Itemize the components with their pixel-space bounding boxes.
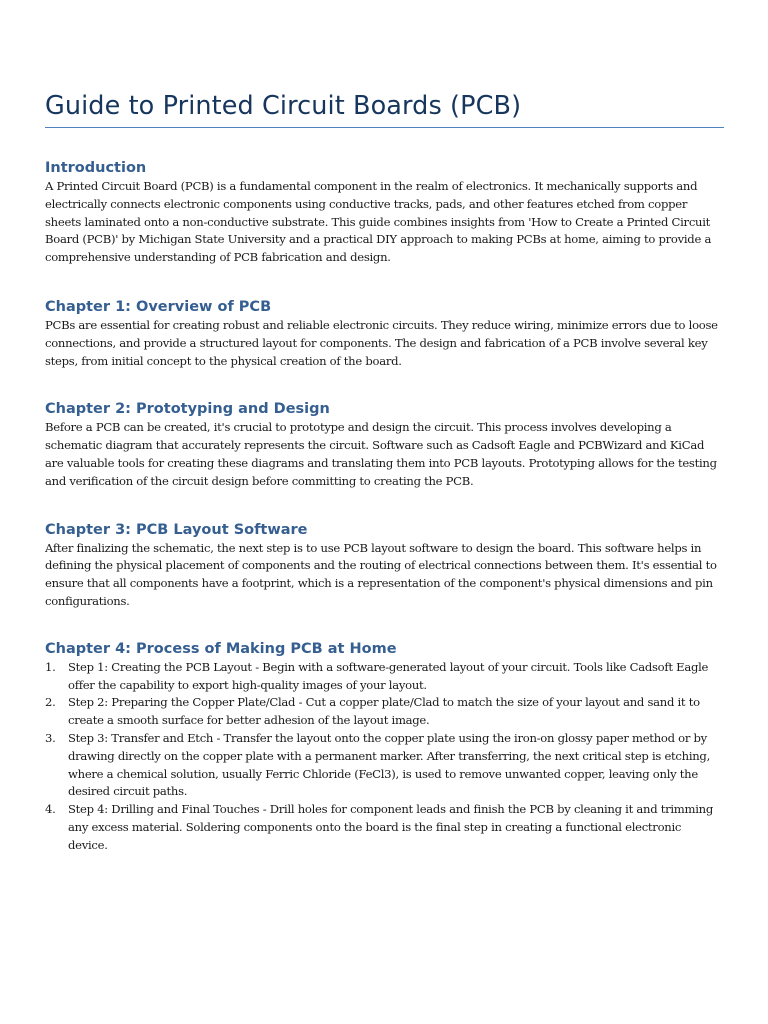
section-chapter-3	[45, 520, 724, 611]
list-item	[45, 801, 724, 854]
list-item	[45, 694, 724, 730]
section-introduction	[45, 158, 724, 267]
list-number: 2.	[45, 695, 56, 710]
list-text: Step 2: Preparing the Copper Plate/Clad - Cut a copper plate/Clad to match the size of your layout and sand it to create a smooth surface for better adhesion of the layout image.	[68, 695, 700, 728]
section-chapter-1	[45, 297, 724, 370]
section-body: Before a PCB can be created, it's crucial to prototype and design the circuit. This process involves developing a schematic diagram that accurately represents the circuit. Software such as Cadsoft Eagle and PCBWizard and KiCad are valuable tools for creating these diagrams and translating them into PCB layouts. Prototyping allows for the testing and verification of the circuit design before committing to creating the PCB.	[45, 420, 717, 488]
section-heading: Chapter 4: Process of Making PCB at Home	[45, 640, 397, 657]
list-item	[45, 730, 724, 801]
section-heading: Introduction	[45, 160, 147, 176]
steps-list	[45, 659, 724, 855]
section-body: After finalizing the schematic, the next step is to use PCB layout software to design the board. This software helps in defining the physical placement of components and the routing of electrical connections between them. It's essential to ensure that all components have a footprint, which is a representation of the component's physical dimensions and pin configurations.	[45, 540, 717, 608]
list-number: 1.	[45, 659, 56, 674]
list-text: Step 4: Drilling and Final Touches - Drill holes for component leads and finish the PCB by cleaning it and trimming any excess material. Soldering components onto the board is the final step in creating a functional electronic device.	[68, 802, 713, 852]
section-heading: Chapter 3: PCB Layout Software	[45, 521, 308, 538]
page-title: Guide to Printed Circuit Boards (PCB)	[45, 91, 522, 121]
section-heading: Chapter 1: Overview of PCB	[45, 298, 272, 315]
list-number: 3.	[45, 730, 56, 745]
list-text: Step 1: Creating the PCB Layout - Begin with a software-generated layout of your circuit. Tools like Cadsoft Eagle offer the capability to export high-quality images of your layout.	[68, 659, 709, 692]
list-number: 4.	[45, 802, 56, 817]
list-text: Step 3: Transfer and Etch - Transfer the layout onto the copper plate using the iron-on glossy paper method or by drawing directly on the copper plate with a permanent marker. After transferring, the next critical step is etching, where a chemical solution, usually Ferric Chloride (FeCl3), is used to remove unwanted copper, leaving only the desired circuit paths.	[68, 730, 710, 799]
section-chapter-4	[45, 639, 724, 855]
title-divider	[45, 127, 724, 128]
section-body: A Printed Circuit Board (PCB) is a fundamental component in the realm of electronics. It mechanically supports and electrically connects electronic components using conductive tracks, pads, and other features etched from copper sheets laminated onto a non-conductive substrate. This guide combines insights from 'How to Create a Printed Circuit Board (PCB)' by Michigan State University and a practical DIY approach to making PCBs at home, aiming to provide a comprehensive understanding of PCB fabrication and design.	[45, 179, 712, 265]
section-body: PCBs are essential for creating robust and reliable electronic circuits. They reduce wiring, minimize errors due to loose connections, and provide a structured layout for components. The design and fabrication of a PCB involve several key steps, from initial concept to the physical creation of the board.	[45, 317, 718, 368]
section-chapter-2	[45, 399, 724, 490]
section-heading: Chapter 2: Prototyping and Design	[45, 401, 330, 418]
list-item	[45, 659, 724, 695]
